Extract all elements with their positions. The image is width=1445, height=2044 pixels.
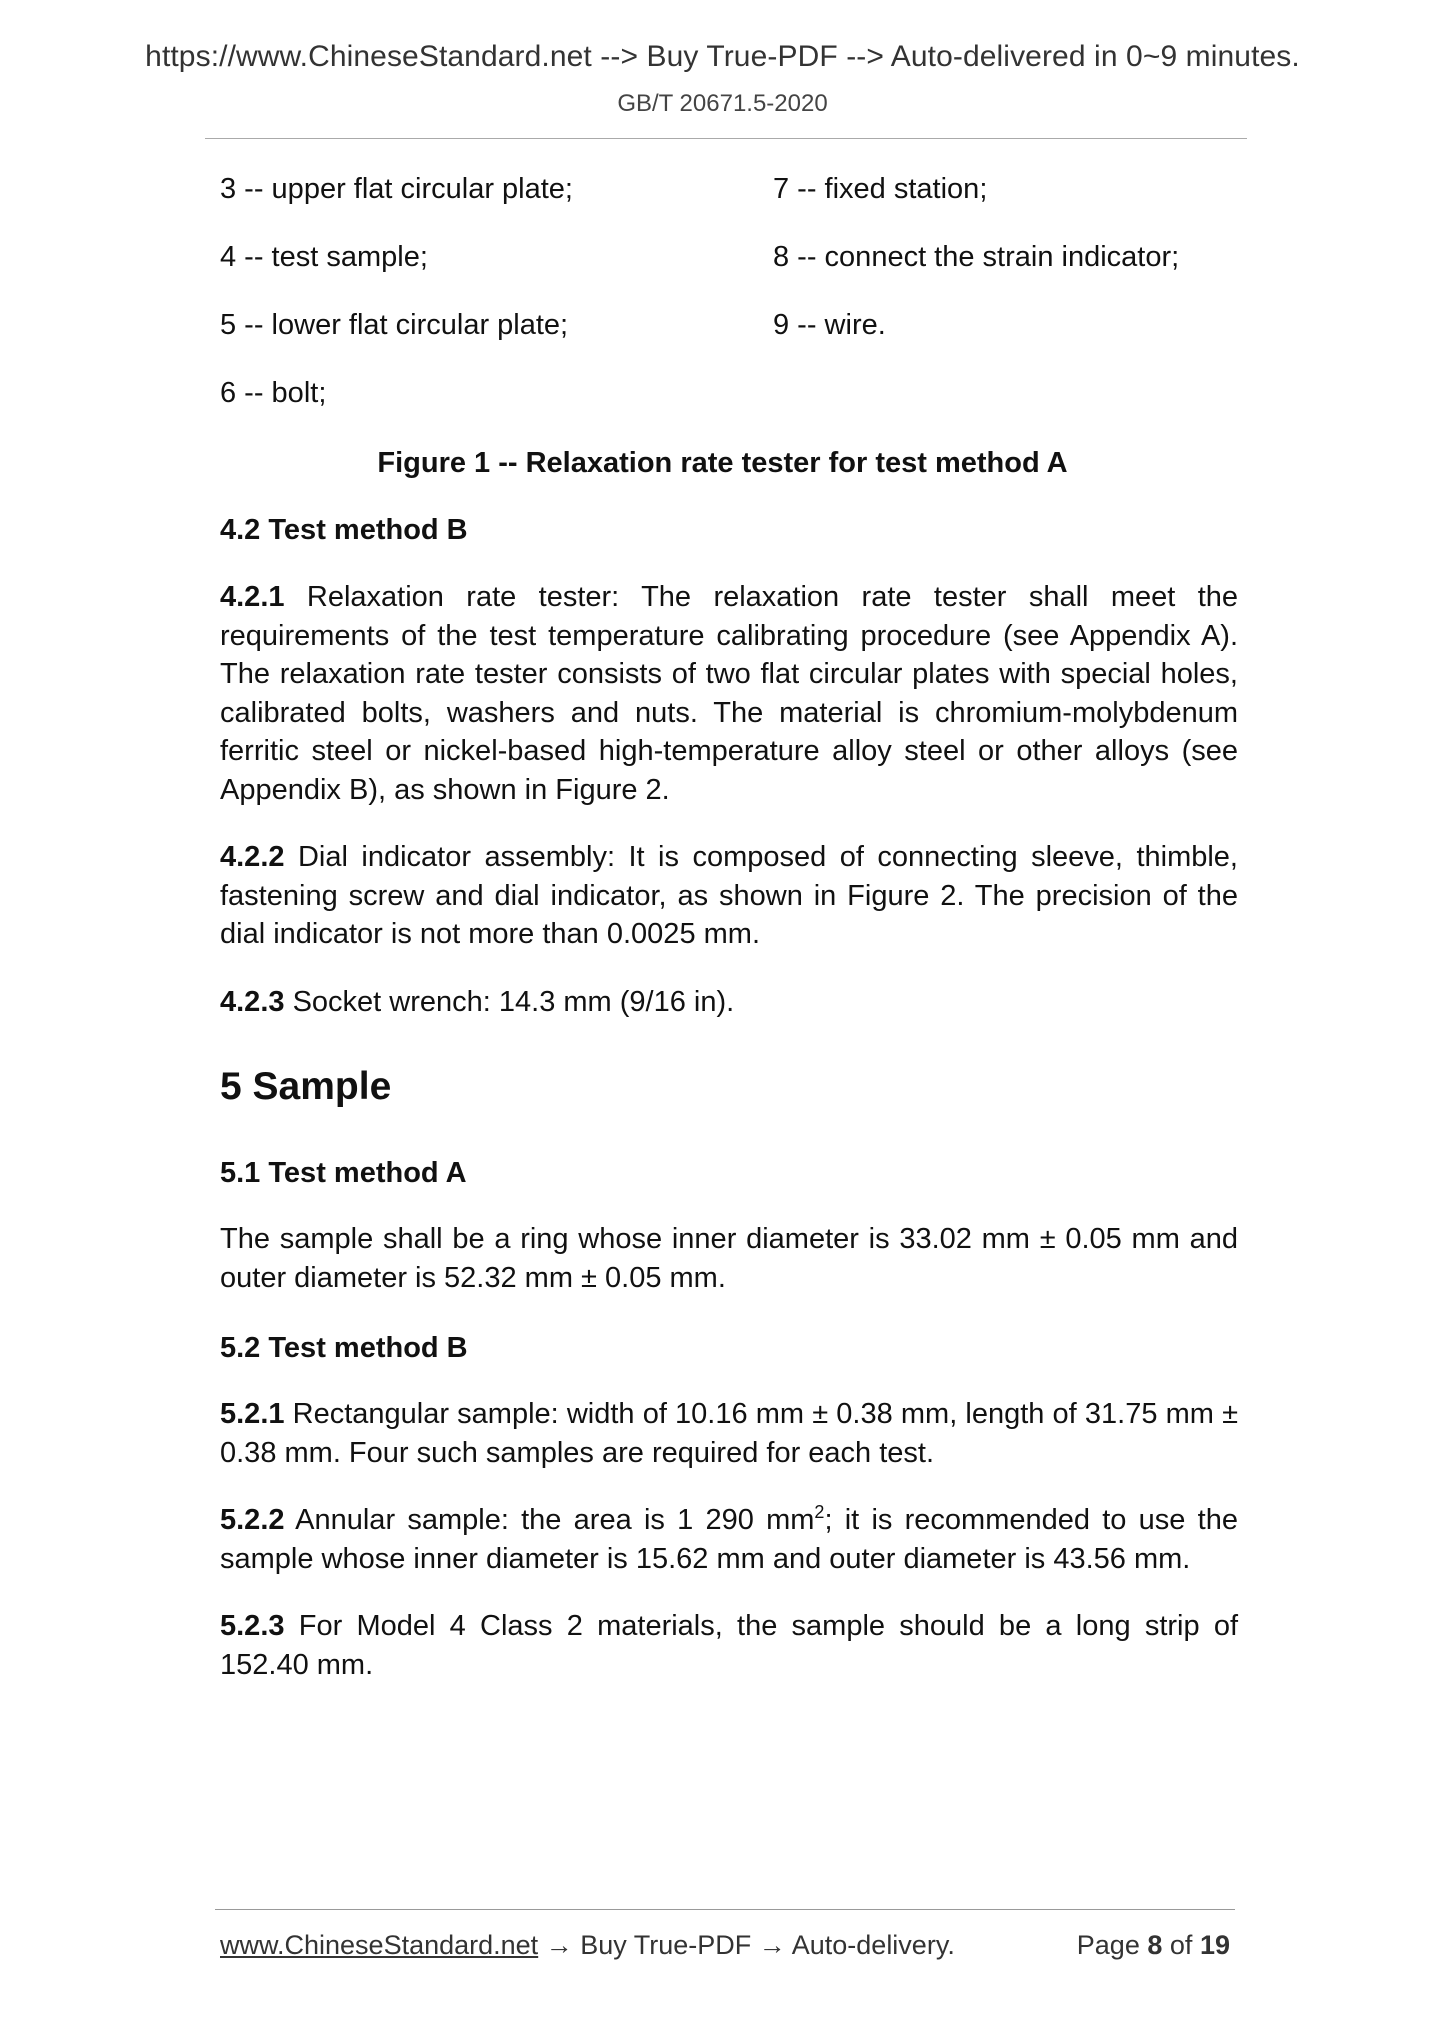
clause-text: Rectangular sample: width of 10.16 mm ± 0.38 mm, length of 31.75 mm ± 0.38 mm. Four such samples are required for each test. bbox=[220, 1398, 1238, 1469]
legend-item: 3 -- upper flat circular plate; bbox=[220, 173, 573, 205]
paragraph-5-2-3 bbox=[220, 1607, 1238, 1684]
page-number: 8 bbox=[1147, 1930, 1163, 1960]
clause-number: 4.2.1 bbox=[220, 581, 285, 613]
paragraph-4-2-2 bbox=[220, 838, 1238, 954]
clause-text: Annular sample: the area is 1 290 mm bbox=[295, 1504, 815, 1536]
page-indicator bbox=[1077, 1930, 1230, 1961]
section-heading-5-2: 5.2 Test method B bbox=[220, 1332, 468, 1364]
legend-item: 4 -- test sample; bbox=[220, 241, 428, 273]
clause-number: 5.2.1 bbox=[220, 1398, 285, 1430]
legend-item: 8 -- connect the strain indicator; bbox=[773, 241, 1180, 273]
page-label: Page bbox=[1076, 1930, 1140, 1960]
paragraph-5-2-2 bbox=[220, 1501, 1238, 1578]
page-footer bbox=[220, 1930, 1230, 1961]
page-of-label: of bbox=[1169, 1930, 1193, 1960]
clause-number: 5.2.2 bbox=[220, 1504, 285, 1536]
clause-number: 4.2.3 bbox=[220, 986, 285, 1018]
header-divider bbox=[205, 138, 1247, 139]
superscript: 2 bbox=[814, 1502, 825, 1522]
section-heading-5-1: 5.1 Test method A bbox=[220, 1157, 467, 1189]
paragraph-5-1 bbox=[220, 1220, 1238, 1297]
clause-number: 5.2.3 bbox=[220, 1610, 285, 1642]
section-heading-4-2: 4.2 Test method B bbox=[220, 514, 468, 546]
paragraph-4-2-1 bbox=[220, 578, 1238, 809]
legend-item: 7 -- fixed station; bbox=[773, 173, 988, 205]
footer-link[interactable]: www.ChineseStandard.net bbox=[220, 1930, 539, 1960]
section-heading-5: 5 Sample bbox=[220, 1065, 392, 1108]
footer-divider bbox=[215, 1909, 1235, 1910]
clause-text: ; it is recommended to use the sample whose inner diameter is 15.62 mm and outer diameter is 43.56 mm. bbox=[220, 1504, 1238, 1575]
clause-text: Dial indicator assembly: It is composed of connecting sleeve, thimble, fastening screw and dial indicator, as shown in Figure 2. The precision of the dial indicator is not more than 0.0025 mm. bbox=[220, 841, 1238, 950]
clause-number: 4.2.2 bbox=[220, 841, 285, 873]
page-total: 19 bbox=[1199, 1930, 1230, 1960]
clause-text: The sample shall be a ring whose inner diameter is 33.02 mm ± 0.05 mm and outer diameter is 52.32 mm ± 0.05 mm. bbox=[220, 1223, 1238, 1294]
clause-text: Relaxation rate tester: The relaxation rate tester shall meet the requirements of the test temperature calibrating procedure (see Appendix A). The relaxation rate tester consists of two flat circular plates with special holes, calibrated bolts, washers and nuts. The material is chromium-molybdenum ferritic steel or nickel-based high-temperature alloy steel or other alloys (see Appendix B), as shown in Figure 2. bbox=[220, 581, 1239, 806]
clause-text: For Model 4 Class 2 materials, the sample should be a long strip of 152.40 mm. bbox=[220, 1610, 1239, 1681]
legend-item: 6 -- bolt; bbox=[220, 377, 327, 409]
paragraph-5-2-1 bbox=[220, 1395, 1238, 1472]
figure-caption: Figure 1 -- Relaxation rate tester for test method A bbox=[377, 447, 1068, 479]
legend-item: 5 -- lower flat circular plate; bbox=[220, 309, 569, 341]
document-number: GB/T 20671.5-2020 bbox=[617, 90, 828, 117]
footer-tagline: → Buy True-PDF → Auto-delivery. bbox=[538, 1930, 955, 1960]
source-banner[interactable]: https://www.ChineseStandard.net --> Buy True-PDF --> Auto-delivered in 0~9 minutes. bbox=[145, 40, 1300, 73]
clause-text: Socket wrench: 14.3 mm (9/16 in). bbox=[292, 986, 735, 1018]
paragraph-4-2-3 bbox=[220, 983, 1238, 1022]
legend-item: 9 -- wire. bbox=[773, 309, 886, 341]
